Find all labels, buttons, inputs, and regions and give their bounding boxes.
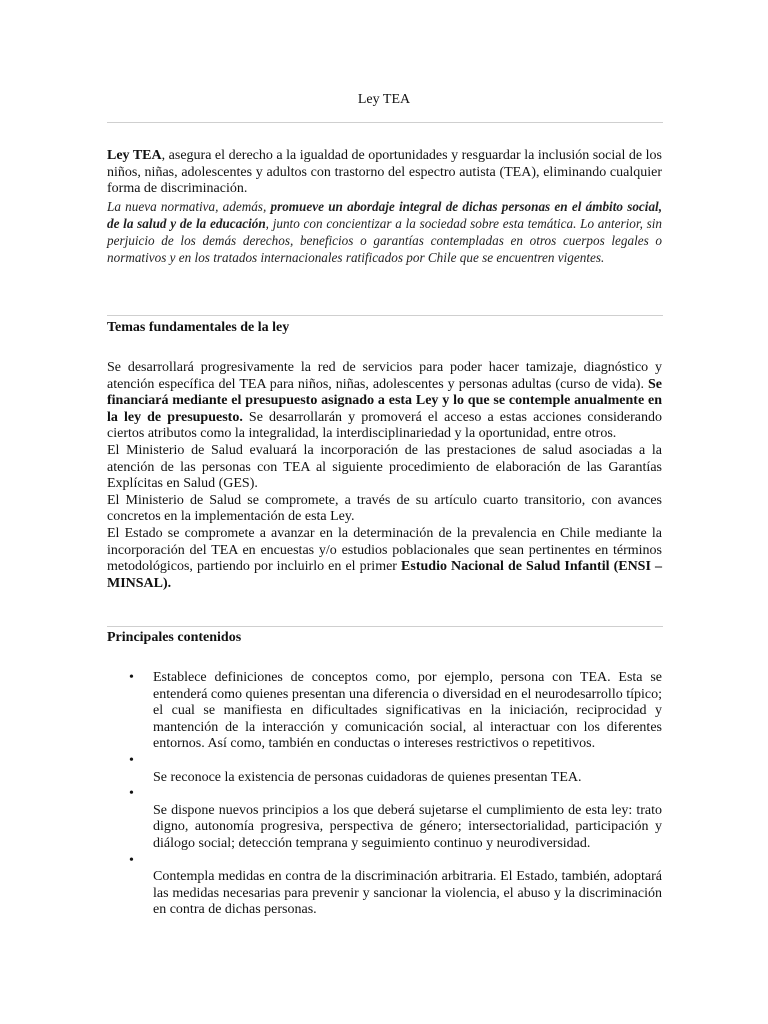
italic-bold-text: promueve un abordaje integral de dichas personas en el ámbito social, de la salud y de la educación bbox=[107, 198, 663, 231]
bold-text: Se financiará mediante el presupuesto asignado a esta Ley y lo que se contemple anualmente en la ley de presupuesto. bbox=[107, 376, 662, 425]
temas-paragraph-1 bbox=[107, 360, 662, 443]
text: Se desarrollarán y promoverá el acceso a estas acciones considerando ciertos atributos como la integralidad, la interdisciplinariedad y la oportunidad, entre otros. bbox=[107, 409, 662, 442]
list-item-text: Establece definiciones de conceptos como, por ejemplo, persona con TEA. Esta se entenderá como quienes presentan una diferencia o diversidad en el neurodesarrollo típico; el cual se manifiesta en dificultades significativas en la iniciación, reciprocidad y mantención de la interacción y comunicación social, al interactuar con los diferentes entornos. Así como, también en conductas o intereses restrictivos o repetitivos. bbox=[153, 670, 662, 752]
intro-lead: Ley TEA bbox=[107, 148, 162, 163]
text: Se desarrollará progresivamente la red de servicios para poder hacer tamizaje, diagnóstico y atención específica del TEA para niños, niñas, adolescentes y personas adultas (curso de vida). bbox=[107, 360, 662, 392]
list-item bbox=[107, 786, 662, 852]
bullet-icon: • bbox=[129, 670, 134, 685]
list-item-text: Se reconoce la existencia de personas cuidadoras de quienes presentan TEA. bbox=[153, 769, 582, 785]
divider bbox=[107, 315, 663, 316]
list-item-text: Se dispone nuevos principios a los que deberá sujetarse el cumplimiento de esta ley: trato digno, autonomía progresiva, perspectiva de género; intersectorialidad, participación y diálogo social; detección temprana y seguimiento continuo y neurodiversidad. bbox=[153, 802, 662, 851]
intro-italic-paragraph bbox=[107, 198, 662, 266]
temas-paragraph-4 bbox=[107, 526, 662, 592]
list-item bbox=[107, 670, 662, 753]
bullet-icon: • bbox=[129, 852, 134, 868]
section-temas-body bbox=[107, 360, 662, 592]
bullet-icon: • bbox=[129, 752, 134, 768]
temas-paragraph-3: El Ministerio de Salud se compromete, a través de su artículo cuarto transitorio, con avances concretos en la implementación de esta Ley. bbox=[107, 492, 662, 525]
divider bbox=[107, 122, 663, 123]
intro-paragraph bbox=[107, 148, 662, 198]
divider bbox=[107, 626, 663, 627]
list-item bbox=[107, 853, 662, 919]
page-title: Ley TEA bbox=[357, 92, 411, 107]
italic-text-2: , junto con concientizar a la sociedad sobre esta temática. Lo anterior, sin perjuicio de los demás derechos, beneficios o garantías contempladas en otros cuerpos legales o normativos y en los tratados internacionales ratificados por Chile que se encuentren vigentes. bbox=[107, 215, 662, 265]
temas-paragraph-2: El Ministerio de Salud evaluará la incorporación de las prestaciones de salud asociadas a la atención de las personas con TEA al siguiente procedimiento de elaboración de las Garantías Explícitas en Salud (GES). bbox=[107, 442, 662, 492]
section-heading-contenidos: Principales contenidos bbox=[107, 630, 242, 645]
list-item-text: Contempla medidas en contra de la discriminación arbitraria. El Estado, también, adoptará las medidas necesarias para prevenir y sancionar la violencia, el abuso y la discriminación en contra de dichas personas. bbox=[153, 869, 662, 918]
text: El Estado se compromete a avanzar en la determinación de la prevalencia en Chile mediante la incorporación del TEA en encuestas y/o estudios poblacionales que sean pertinentes en términos metodológicos, partiendo por incluirlo en el primer bbox=[107, 525, 662, 575]
intro-section bbox=[107, 148, 662, 266]
section-heading-temas: Temas fundamentales de la ley bbox=[107, 320, 290, 335]
intro-text: , asegura el derecho a la igualdad de oportunidades y resguardar la inclusión social de los niños, niñas, adolescentes y adultos con trastorno del espectro autista (TEA), eliminando cualquier forma de discriminación. bbox=[107, 148, 662, 197]
contenidos-list bbox=[107, 670, 662, 919]
bullet-icon: • bbox=[129, 786, 134, 802]
list-item bbox=[107, 753, 662, 786]
italic-text: La nueva normativa, además, bbox=[107, 198, 271, 214]
bold-text: Estudio Nacional de Salud Infantil (ENSI – MINSAL). bbox=[107, 559, 662, 591]
